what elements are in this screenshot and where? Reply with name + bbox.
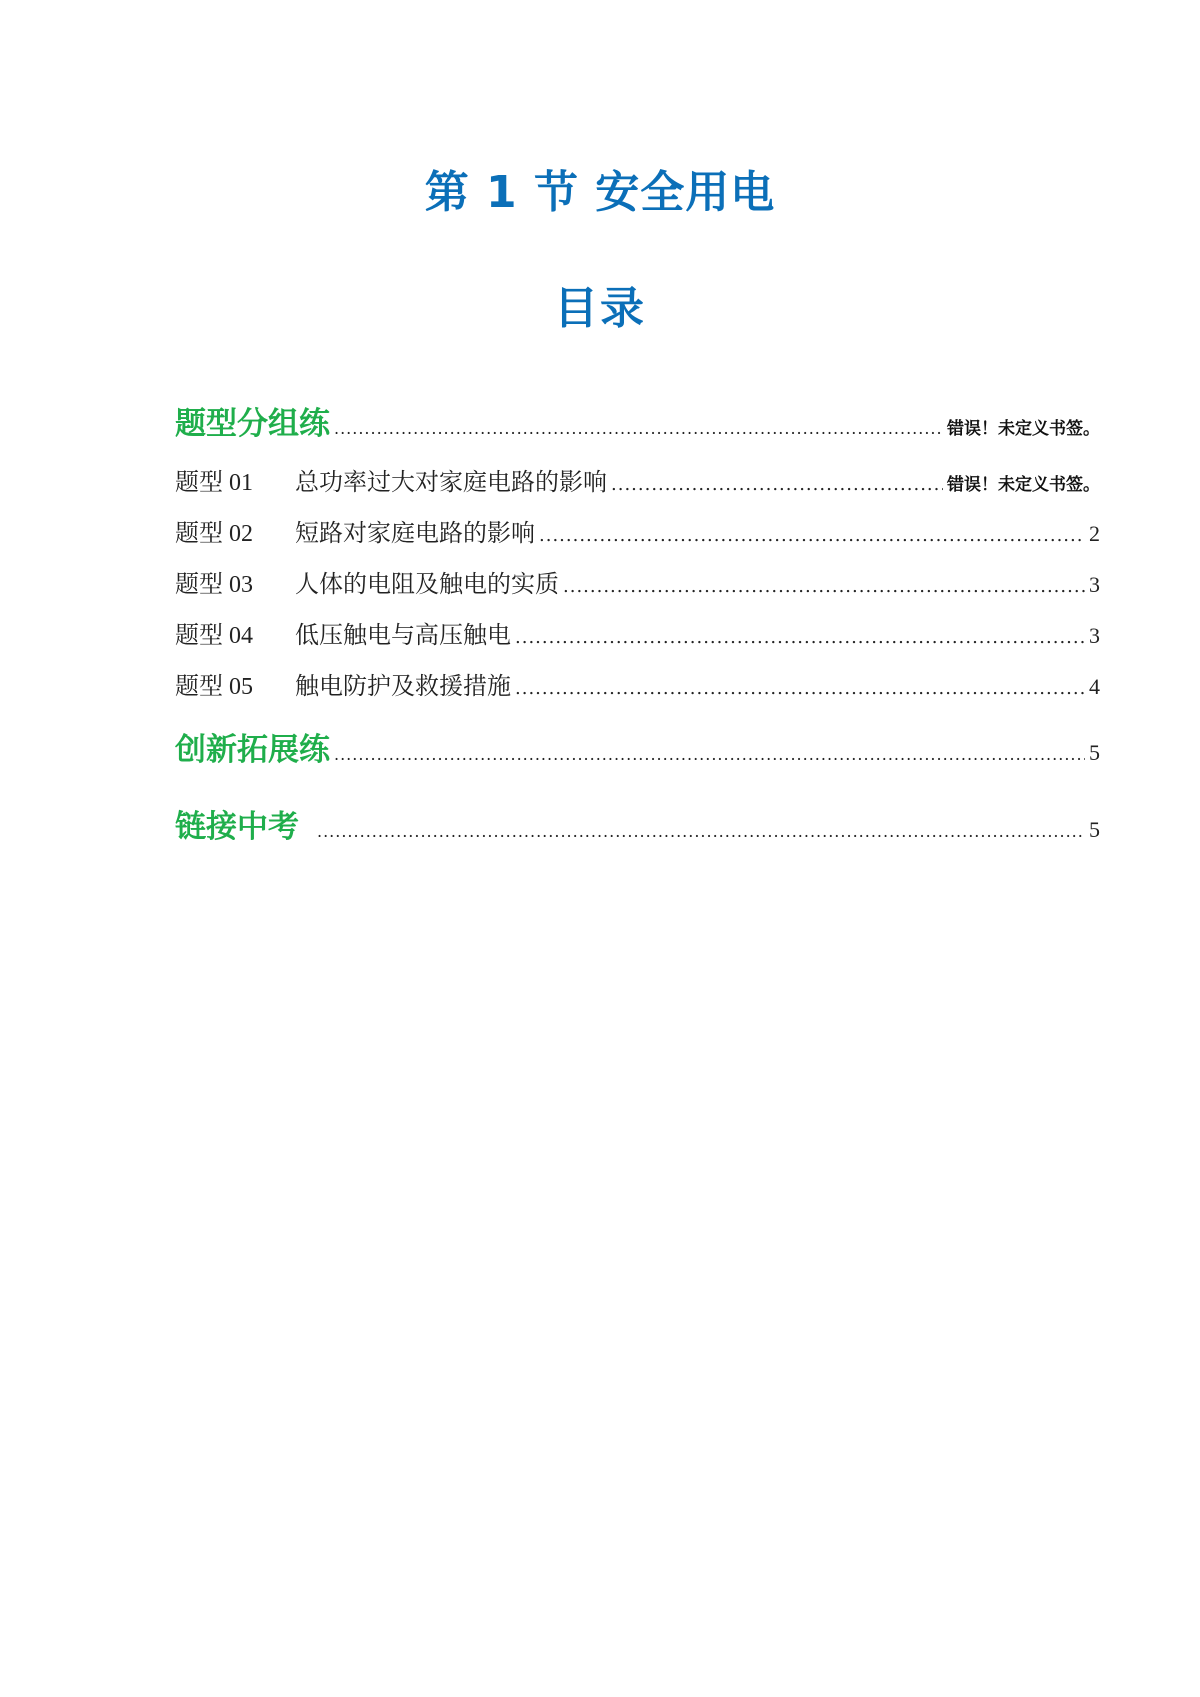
toc-section-label: 创新拓展练 xyxy=(175,732,330,768)
toc-item-05[interactable] xyxy=(175,666,1100,701)
toc-item-number: 题型 02 xyxy=(175,521,253,547)
toc-leader-dots xyxy=(563,576,1085,597)
toc-page-ref: 5 xyxy=(1089,740,1100,765)
toc-section-label: 链接中考 xyxy=(175,809,299,845)
toc-section-exam-link[interactable] xyxy=(175,801,1100,846)
toc-item-text: 短路对家庭电路的影响 xyxy=(295,519,535,547)
toc-item-text: 低压触电与高压触电 xyxy=(295,621,511,649)
toc-item-02[interactable] xyxy=(175,513,1100,548)
toc-item-number: 题型 04 xyxy=(175,623,253,649)
toc-item-number: 题型 05 xyxy=(175,674,253,700)
toc-page-ref: 4 xyxy=(1089,674,1100,699)
toc-leader-dots xyxy=(611,474,943,495)
toc-leader-dots xyxy=(334,745,1085,764)
toc-leader-dots xyxy=(334,419,943,438)
toc-section-label: 题型分组练 xyxy=(175,406,330,442)
toc-page-ref: 2 xyxy=(1089,521,1100,546)
toc-item-text: 触电防护及救援措施 xyxy=(295,672,511,700)
toc-page-ref: 错误！未定义书签。 xyxy=(947,475,1100,495)
toc-leader-dots xyxy=(539,525,1085,546)
toc-item-03[interactable] xyxy=(175,564,1100,599)
toc-heading: 目录 xyxy=(554,283,646,334)
toc-leader-dots xyxy=(515,627,1085,648)
toc-item-text: 人体的电阻及触电的实质 xyxy=(295,570,559,598)
toc-section-innovation-practice[interactable] xyxy=(175,724,1100,769)
toc-leader-dots xyxy=(515,678,1085,699)
toc-item-number: 题型 03 xyxy=(175,572,253,598)
toc-page-ref: 5 xyxy=(1089,817,1100,842)
toc-leader-dots xyxy=(317,822,1085,841)
toc-page-ref: 3 xyxy=(1089,623,1100,648)
toc-item-number: 题型 01 xyxy=(175,470,253,496)
toc-item-text: 总功率过大对家庭电路的影响 xyxy=(295,468,607,496)
toc-section-group-practice[interactable] xyxy=(175,398,1100,443)
toc-item-01[interactable] xyxy=(175,462,1100,497)
toc-page-ref: 错误！未定义书签。 xyxy=(947,419,1100,439)
toc-item-04[interactable] xyxy=(175,615,1100,650)
section-title: 第 1 节 安全用电 xyxy=(424,167,776,218)
toc-page-ref: 3 xyxy=(1089,572,1100,597)
